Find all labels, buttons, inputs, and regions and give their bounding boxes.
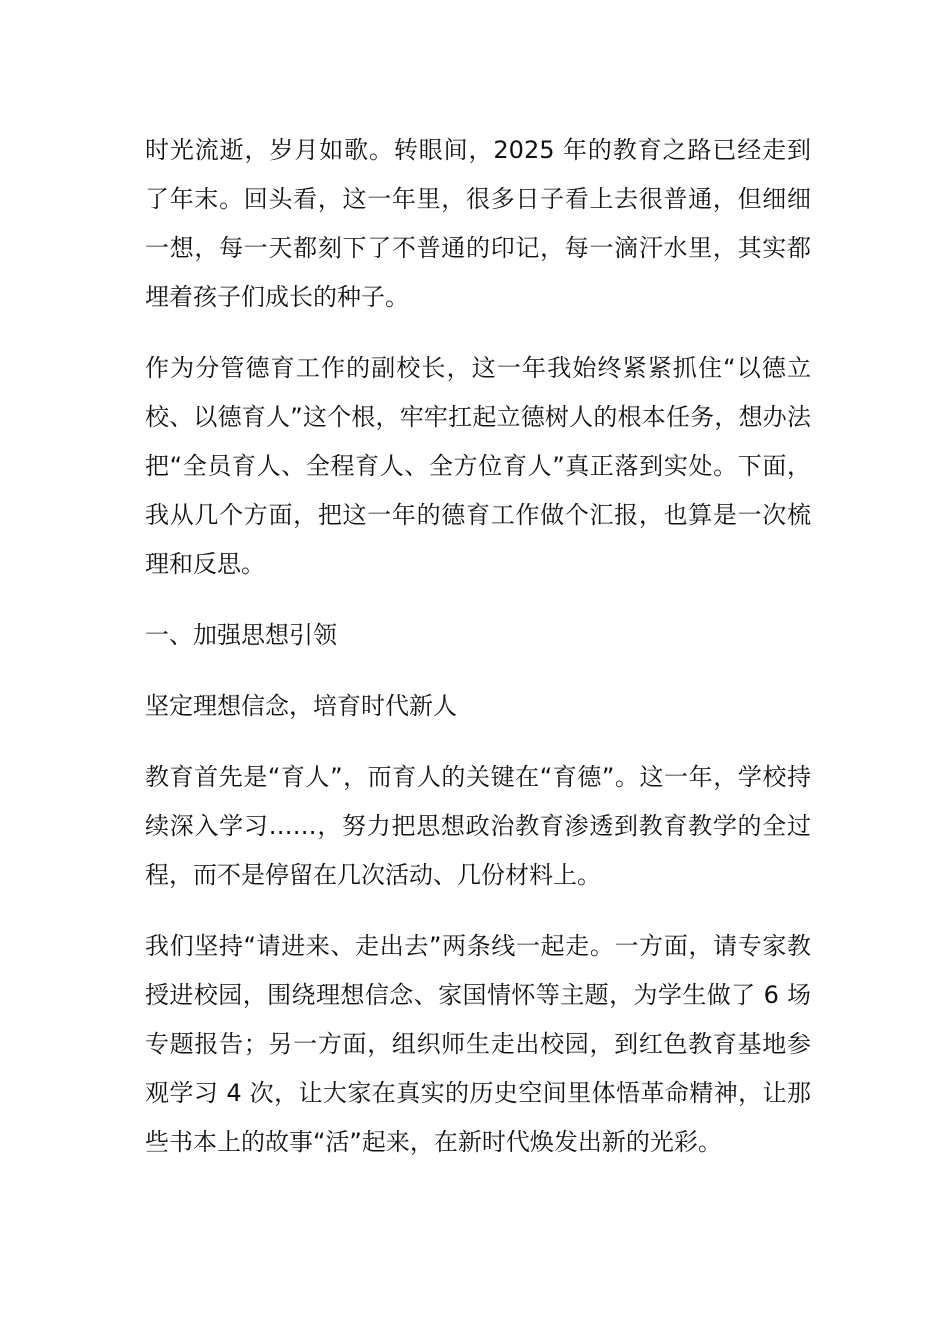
section-paragraph-1: 教育首先是“育人”，而育人的关键在“育德”。这一年，学校持续深入学习……，努力把思想政治教育渗透到教育教学的全过程，而不是停留在几次活动、几份材料上。 [145, 763, 811, 889]
document-body [145, 126, 811, 1189]
intro-paragraph-2: 作为分管德育工作的副校长，这一年我始终紧紧抓住“以德立校、以德育人”这个根，牢牢扛起立德树人的根本任务，想办法把“全员育人、全程育人、全方位育人”真正落到实处。下面，我从几个方面，把这一年的德育工作做个汇报，也算是一次梳理和反思。 [145, 354, 811, 578]
section-subheading: 坚定理想信念，培育时代新人 [145, 692, 457, 720]
intro-paragraph-1: 时光流逝，岁月如歌。转眼间，2025 年的教育之路已经走到了年末。回头看，这一年里，很多日子看上去很普通，但细细一想，每一天都刻下了不普通的印记，每一滴汗水里，其实都埋着孩子们成长的种子。 [145, 136, 811, 311]
section-paragraph-2: 我们坚持“请进来、走出去”两条线一起走。一方面，请专家教授进校园，围绕理想信念、家国情怀等主题，为学生做了 6 场专题报告；另一方面，组织师生走出校园，到红色教育基地参观学习 4 次，让大家在真实的历史空间里体悟革命精神，让那些书本上的故事“活”起来，在新时代焕发出新的光彩。 [145, 932, 811, 1156]
section-heading: 一、加强思想引领 [145, 621, 337, 649]
